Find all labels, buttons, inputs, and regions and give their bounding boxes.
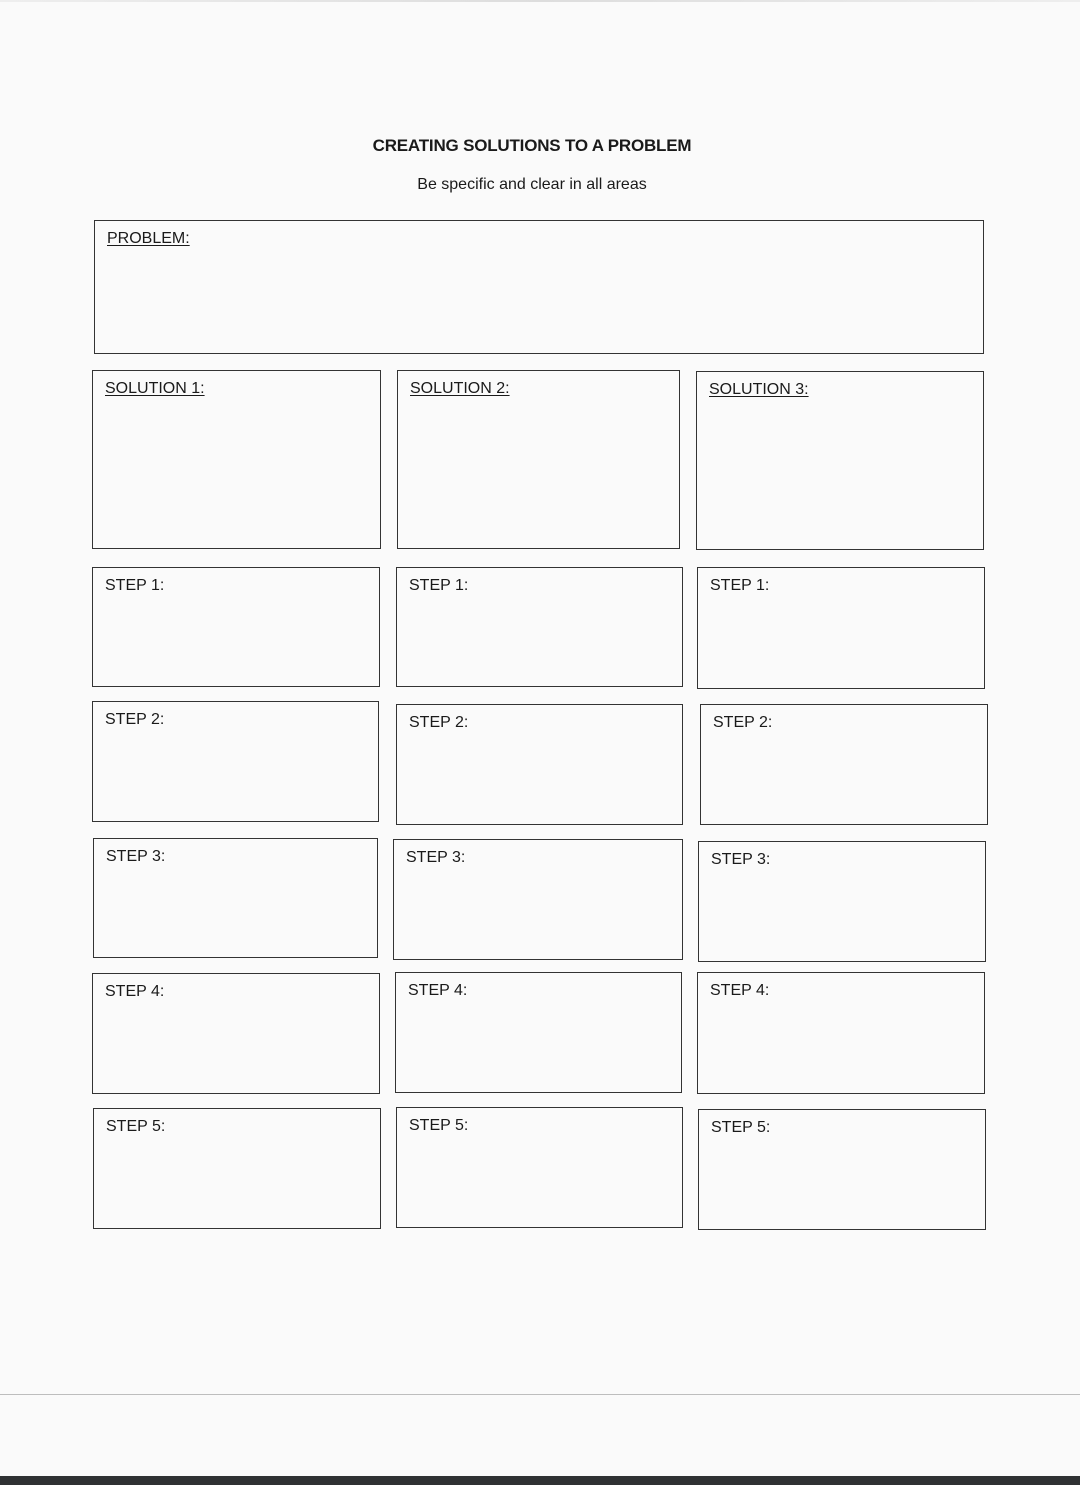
solution-label: SOLUTION 3:	[709, 381, 809, 398]
step-label: STEP 1:	[710, 577, 770, 594]
problem-label: PROBLEM:	[107, 230, 190, 247]
solution-3-step-1-box[interactable]	[697, 567, 985, 689]
solution-label: SOLUTION 1:	[105, 380, 205, 397]
step-label: STEP 4:	[710, 982, 770, 999]
solution-1-box[interactable]	[92, 370, 381, 549]
solution-2-box[interactable]	[397, 370, 680, 549]
step-label: STEP 2:	[409, 714, 469, 731]
step-label: STEP 5:	[409, 1117, 469, 1134]
step-label: STEP 3:	[711, 851, 771, 868]
solution-2-step-1-box[interactable]	[396, 567, 683, 687]
solution-label: SOLUTION 2:	[410, 380, 510, 397]
solution-3-step-2-box[interactable]	[700, 704, 988, 825]
solution-3-step-4-box[interactable]	[697, 972, 985, 1094]
step-label: STEP 4:	[408, 982, 468, 999]
solution-1-step-4-box[interactable]	[92, 973, 380, 1094]
worksheet-title: CREATING SOLUTIONS TO A PROBLEM	[372, 136, 692, 155]
solution-1-step-5-box[interactable]	[93, 1108, 381, 1229]
solution-2-step-3-box[interactable]	[393, 839, 683, 960]
solution-1-step-3-box[interactable]	[93, 838, 378, 958]
step-label: STEP 2:	[105, 711, 165, 728]
solution-3-step-3-box[interactable]	[698, 841, 986, 962]
step-label: STEP 1:	[105, 577, 165, 594]
step-label: STEP 5:	[711, 1119, 771, 1136]
worksheet-subtitle: Be specific and clear in all areas	[417, 176, 647, 193]
solution-1-step-2-box[interactable]	[92, 701, 379, 822]
step-label: STEP 2:	[713, 714, 773, 731]
step-label: STEP 3:	[106, 848, 166, 865]
step-label: STEP 3:	[406, 849, 466, 866]
solution-3-box[interactable]	[696, 371, 984, 550]
solution-3-step-5-box[interactable]	[698, 1109, 986, 1230]
scan-fold-line	[0, 1394, 1080, 1395]
solution-2-step-4-box[interactable]	[395, 972, 682, 1093]
scan-edge-top	[0, 0, 1080, 2]
scan-edge-bottom	[0, 1476, 1080, 1485]
solution-2-step-2-box[interactable]	[396, 704, 683, 825]
solution-2-step-5-box[interactable]	[396, 1107, 683, 1228]
step-label: STEP 5:	[106, 1118, 166, 1135]
problem-box[interactable]	[94, 220, 984, 354]
solution-1-step-1-box[interactable]	[92, 567, 380, 687]
step-label: STEP 1:	[409, 577, 469, 594]
step-label: STEP 4:	[105, 983, 165, 1000]
